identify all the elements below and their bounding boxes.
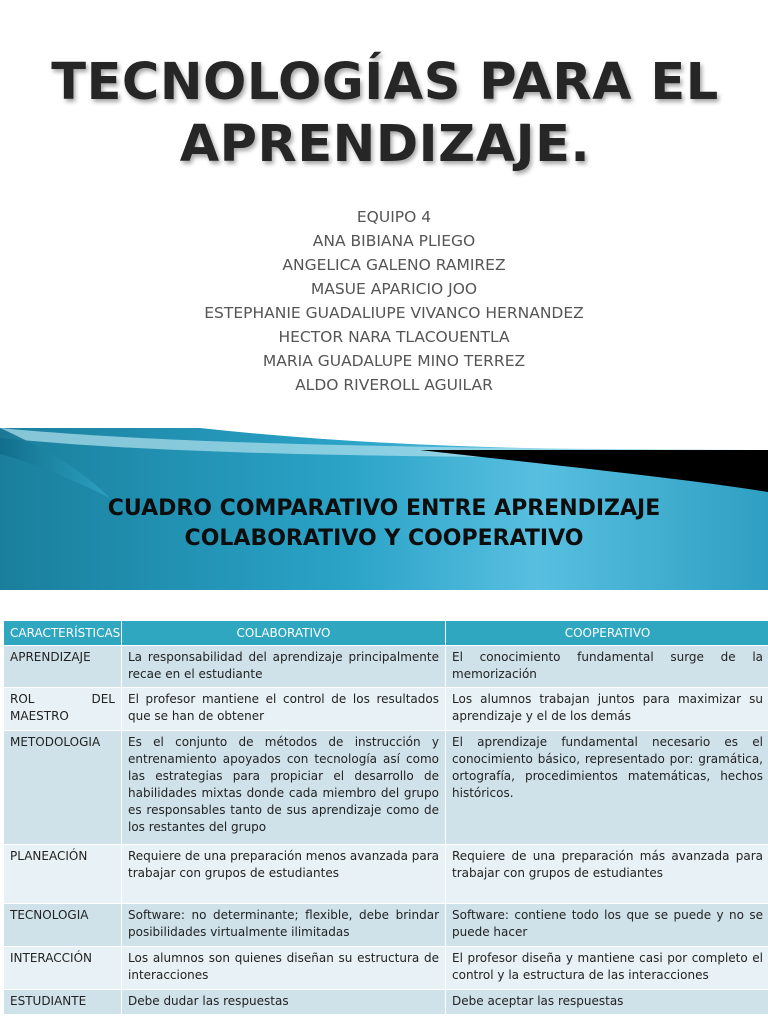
cooperativo-cell: Software: contiene todo los que se puede y no se puede hacer: [446, 904, 768, 947]
comparison-title-line-2: COLABORATIVO Y COOPERATIVO: [184, 526, 584, 551]
author-name: ESTEPHANIE GUADALIUPE VIVANCO HERNANDEZ: [204, 304, 584, 322]
header-colaborativo: COLABORATIVO: [122, 621, 446, 646]
colaborativo-cell: Los alumnos son quienes diseñan su estructura de interacciones: [122, 947, 446, 990]
team-name: EQUIPO 4: [356, 208, 432, 226]
header-caracteristicas: CARACTERÍSTICAS: [4, 621, 122, 646]
colaborativo-cell: Debe dudar las respuestas: [122, 990, 446, 1015]
table-row: [4, 904, 768, 947]
colaborativo-cell: Software: no determinante; flexible, debe brindar posibilidades virtualmente ilimitadas: [122, 904, 446, 947]
colaborativo-cell: La responsabilidad del aprendizaje principalmente recae en el estudiante: [122, 646, 446, 688]
table-row: [4, 947, 768, 990]
cooperativo-cell: Los alumnos trabajan juntos para maximizar su aprendizaje y el de los demás: [446, 688, 768, 731]
table-row: [4, 731, 768, 845]
cooperativo-cell: El conocimiento fundamental surge de la memorización: [446, 646, 768, 688]
cooperativo-cell: Requiere de una preparación más avanzada para trabajar con grupos de estudiantes: [446, 845, 768, 904]
author-list: [100, 205, 688, 397]
author-name: ANA BIBIANA PLIEGO: [312, 232, 476, 250]
cooperativo-cell: El aprendizaje fundamental necesario es el conocimiento básico, representado por: gramática, ortografía, procedimientos matemáticas, hechos históricos.: [446, 731, 768, 845]
feature-cell: TECNOLOGIA: [4, 904, 122, 947]
colaborativo-cell: El profesor mantiene el control de los resultados que se han de obtener: [122, 688, 446, 731]
feature-cell: METODOLOGIA: [4, 731, 122, 845]
comparison-title-line-1: CUADRO COMPARATIVO ENTRE APRENDIZAJE: [107, 496, 661, 521]
author-name: ALDO RIVEROLL AGUILAR: [295, 376, 493, 394]
table-row: [4, 845, 768, 904]
feature-cell: ESTUDIANTE: [4, 990, 122, 1015]
title-line-1: TECNOLOGÍAS PARA EL: [51, 53, 719, 112]
author-name: MARIA GUADALUPE MINO TERREZ: [262, 352, 526, 370]
title-slide: [0, 0, 768, 428]
table-row: [4, 646, 768, 688]
colaborativo-cell: Es el conjunto de métodos de instrucción y entrenamiento apoyados con tecnología así como las estrategias para propiciar el desarrollo de habilidades mixtas donde cada miembro del grupo es responsables tanto de sus aprendizaje como de los restantes del grupo: [122, 731, 446, 845]
title-line-2: APRENDIZAJE.: [179, 115, 591, 174]
feature-cell: INTERACCIÓN: [4, 947, 122, 990]
cooperativo-cell: El profesor diseña y mantiene casi por completo el control y la estructura de las interacciones: [446, 947, 768, 990]
table-row: [4, 688, 768, 731]
author-name: HECTOR NARA TLACOUENTLA: [278, 328, 510, 346]
feature-cell: PLANEACIÓN: [4, 845, 122, 904]
author-name: ANGELICA GALENO RAMIREZ: [282, 256, 506, 274]
table-header-row: [4, 621, 768, 646]
feature-cell: APRENDIZAJE: [4, 646, 122, 688]
feature-cell: ROL DEL MAESTRO: [4, 688, 122, 731]
comparison-table: [3, 620, 768, 1015]
table-row: [4, 990, 768, 1015]
author-name: MASUE APARICIO JOO: [310, 280, 478, 298]
comparison-slide: [0, 428, 768, 1024]
comparison-title: [60, 494, 708, 554]
colaborativo-cell: Requiere de una preparación menos avanzada para trabajar con grupos de estudiantes: [122, 845, 446, 904]
header-cooperativo: COOPERATIVO: [446, 621, 768, 646]
presentation-title: [40, 52, 730, 176]
cooperativo-cell: Debe aceptar las respuestas: [446, 990, 768, 1015]
